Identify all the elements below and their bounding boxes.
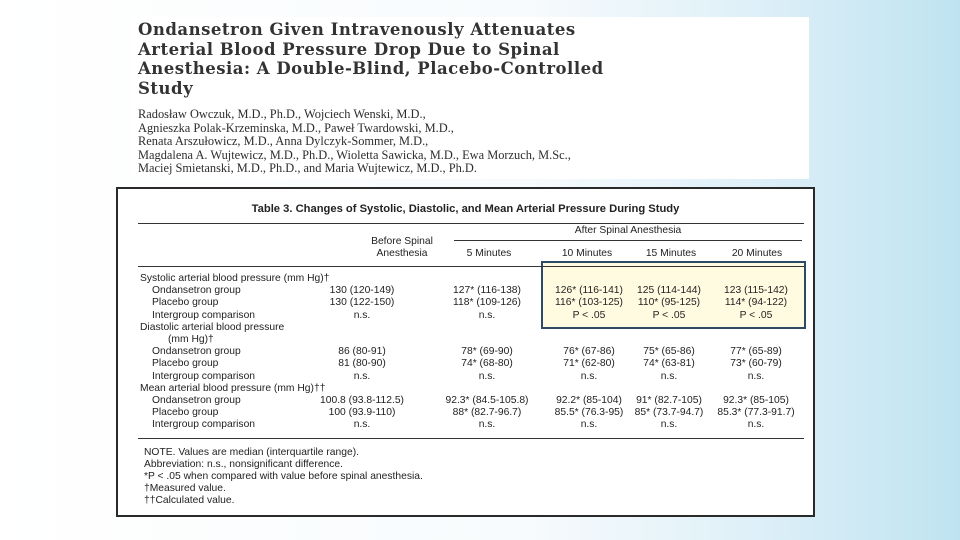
row-label: Placebo group [152, 297, 219, 309]
table-panel [116, 187, 815, 517]
table-note: NOTE. Values are median (interquartile range). [144, 447, 359, 458]
table-cell: n.s. [353, 309, 371, 321]
table-cell: 77* (65-89) [730, 346, 782, 358]
table-cell: 74* (68-80) [461, 358, 513, 370]
header-bottom-rule [138, 266, 804, 267]
table-cell: 92.3* (85-105) [723, 395, 789, 406]
table-cell: 116* (103-125) [555, 297, 623, 309]
table-cell: 100.8 (93.8-112.5) [320, 395, 404, 406]
table-cell: n.s. [353, 419, 371, 431]
row-label: Placebo group [152, 407, 219, 419]
header-col-15min: 15 Minutes [645, 248, 697, 259]
table-cell: n.s. [660, 419, 678, 431]
row-label: Intergroup comparison [152, 309, 256, 321]
table-cell: n.s. [580, 370, 598, 382]
table-cell: n.s. [478, 370, 496, 382]
table-cell: 126* (116-141) [555, 285, 623, 297]
row-label: Mean arterial blood pressure (mm Hg)†† [140, 382, 326, 394]
row-label: Intergroup comparison [152, 419, 256, 431]
paper-title-line: Anesthesia: A Double-Blind, Placebo-Controlled [138, 59, 604, 78]
table-cell: 130 (120-149) [329, 285, 395, 297]
table-cell: n.s. [660, 370, 678, 382]
table-cell: 71* (62-80) [563, 358, 615, 370]
table-cell: 123 (115-142) [724, 285, 788, 297]
table-bottom-rule [138, 438, 804, 439]
table-cell: n.s. [580, 419, 598, 431]
table-cell: 88* (82.7-96.7) [452, 407, 522, 419]
header-col-10min: 10 Minutes [561, 248, 613, 259]
row-label: Intergroup comparison [152, 370, 256, 382]
row-label: Systolic arterial blood pressure (mm Hg)† [140, 273, 330, 284]
table-title: Table 3. Changes of Systolic, Diastolic, and Mean Arterial Pressure During Study [251, 203, 680, 215]
table-cell: n.s. [747, 370, 765, 382]
table-cell: n.s. [353, 370, 371, 382]
author-line: Agnieszka Polak-Krzeminska, M.D., Paweł Twardowski, M.D., [138, 120, 454, 135]
table-cell: n.s. [478, 419, 496, 431]
table-cell: 114* (94-122) [724, 297, 788, 309]
table-cell: 91* (82.7-105) [636, 395, 702, 406]
paper-title-line: Ondansetron Given Intravenously Attenuates [138, 20, 576, 39]
author-line: Renata Arszułowicz, M.D., Anna Dylczyk-Sommer, M.D., [138, 134, 429, 149]
row-label: Ondansetron group [152, 395, 241, 406]
table-cell: 85* (73.7-94.7) [634, 407, 704, 419]
paper-authors [138, 108, 806, 176]
table-cell: 100 (93.9-110) [328, 407, 396, 419]
table-cell: 92.3* (84.5-105.8) [445, 395, 529, 406]
paper-title-line: Arterial Blood Pressure Drop Due to Spinal [138, 39, 560, 59]
author-line: Radosław Owczuk, M.D., Ph.D., Wojciech Wenski, M.D., [138, 107, 426, 121]
table-cell: P < .05 [739, 309, 773, 321]
row-label: (mm Hg)† [168, 334, 214, 345]
table-cell: 85.3* (77.3-91.7) [717, 407, 795, 419]
after-header-rule [454, 240, 802, 241]
row-label: Placebo group [152, 358, 219, 370]
table-cell: 110* (95-125) [637, 297, 701, 309]
table-note: *P < .05 when compared with value before spinal anesthesia. [144, 471, 423, 482]
table-cell: n.s. [747, 419, 765, 431]
paper-title [138, 20, 803, 98]
author-line: Magdalena A. Wujtewicz, M.D., Ph.D., Wioletta Sawicka, M.D., Ewa Morzuch, M.Sc., [138, 147, 571, 162]
row-label: Diastolic arterial blood pressure [140, 321, 285, 333]
table-cell: 81 (80-90) [338, 358, 386, 370]
row-label: Ondansetron group [152, 285, 241, 297]
paper-title-line: Study [138, 78, 194, 98]
header-col-5min: 5 Minutes [466, 248, 512, 259]
table-cell: P < .05 [652, 309, 686, 321]
table-cell: 127* (116-138) [453, 285, 521, 297]
table-cell: 75* (65-86) [643, 346, 695, 358]
paper-title-panel [133, 17, 809, 179]
table-cell: 118* (109-126) [453, 297, 521, 309]
table-cell: 76* (67-86) [563, 346, 615, 358]
table-cell: n.s. [478, 309, 496, 321]
table-note: †Measured value. [144, 483, 226, 494]
table-cell: P < .05 [572, 309, 606, 321]
table-cell: 73* (60-79) [730, 358, 782, 370]
table-note: ††Calculated value. [144, 495, 235, 506]
header-before-spinal: Before Spinal Anesthesia [371, 236, 433, 259]
table-cell: 86 (80-91) [338, 346, 386, 358]
table-cell: 130 (122-150) [329, 297, 395, 309]
author-line: Maciej Smietanski, M.D., Ph.D., and Maria Wujtewicz, M.D., Ph.D. [138, 161, 477, 176]
row-label: Ondansetron group [152, 346, 241, 358]
table-cell: 92.2* (85-104) [556, 395, 622, 406]
table-cell: 78* (69-90) [461, 346, 513, 358]
header-col-20min: 20 Minutes [731, 248, 783, 259]
table-cell: 125 (114-144) [637, 285, 701, 297]
table-note: Abbreviation: n.s., nonsignificant difference. [144, 459, 344, 470]
header-after-spinal: After Spinal Anesthesia [574, 225, 682, 236]
table-cell: 74* (63-81) [643, 358, 695, 370]
table-cell: 85.5* (76.3-95) [554, 407, 624, 419]
table-top-rule [138, 223, 804, 224]
